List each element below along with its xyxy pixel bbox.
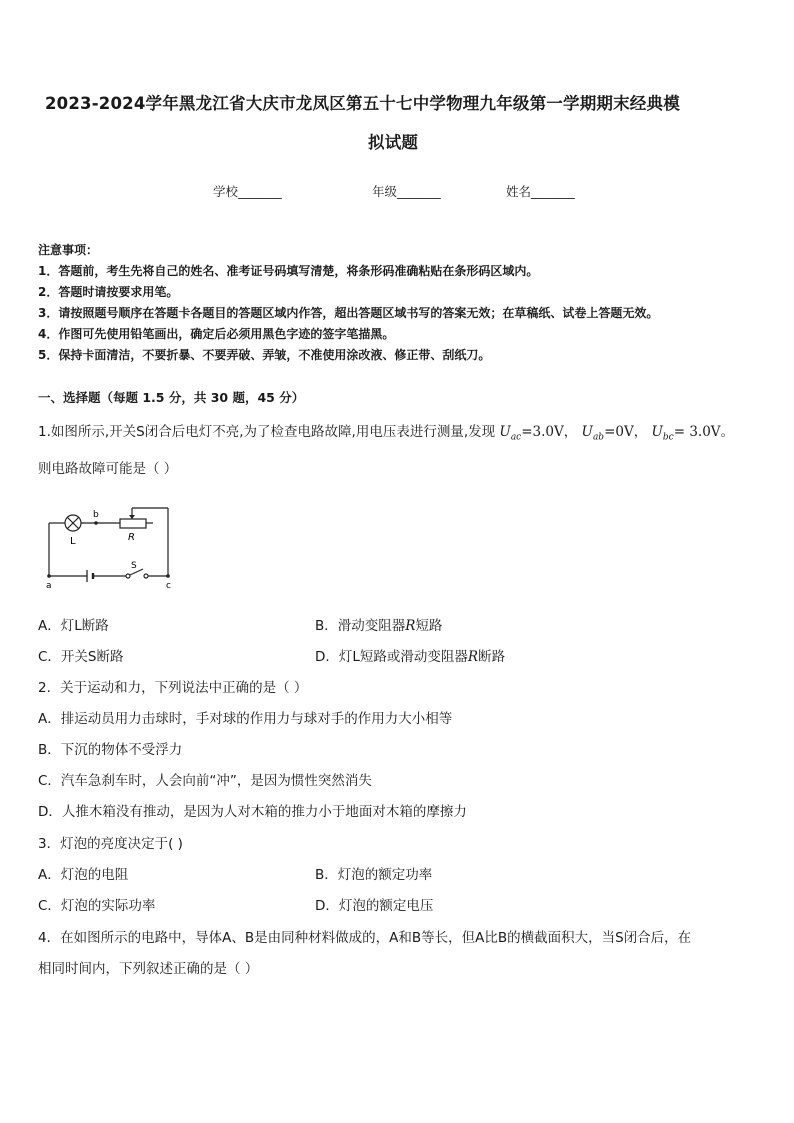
q1-option-d[interactable]: D．灯L短路或滑动变阻器R断路 xyxy=(315,649,506,665)
question-1-line-2: 则电路故障可能是（ ） xyxy=(38,461,178,477)
q2-option-b[interactable]: B．下沉的物体不受浮力 xyxy=(38,742,183,758)
notice-item: 1．答题前，考生先将自己的姓名、准考证号码填写清楚，将条形码准确粘贴在条形码区域内。 xyxy=(38,264,539,278)
question-4-stem-line-1: 4．在如图所示的电路中，导体A、B是由同种材料做成的，A和B等长，但A比B的横截面积大，当S闭合后，在 xyxy=(38,930,692,946)
question-3-stem: 3．灯泡的亮度决定于( ) xyxy=(38,836,183,852)
q2-option-d[interactable]: D．人推木箱没有推动，是因为人对木箱的推力小于地面对木箱的摩擦力 xyxy=(38,804,467,820)
section-heading: 一、选择题（每题 1.5 分，共 30 题，45 分） xyxy=(38,390,305,405)
question-4-stem-line-2: 相同时间内，下列叙述正确的是（ ） xyxy=(38,961,259,977)
page-title-line-2: 拟试题 xyxy=(368,133,419,152)
rheostat-icon xyxy=(120,519,146,528)
q3-option-c[interactable]: C．灯泡的实际功率 xyxy=(38,898,156,914)
q3-option-a[interactable]: A．灯泡的电阻 xyxy=(38,867,129,883)
question-1-text: 1.如图所示,开关S闭合后电灯不亮,为了检查电路故障,用电压表进行测量,发现 xyxy=(38,424,496,440)
page-title-line-1: 2023-2024学年黑龙江省大庆市龙凤区第五十七中学物理九年级第一学期期末经典模 xyxy=(45,94,680,113)
school-field: 学校_______ xyxy=(213,184,282,199)
q3-option-d[interactable]: D．灯泡的额定电压 xyxy=(315,898,434,914)
name-field: 姓名_______ xyxy=(506,184,575,199)
node-c xyxy=(166,574,170,578)
notice-item: 5．保持卡面清洁，不要折暴、不要弄破、弄皱，不准使用涂改液、修正带、刮纸刀。 xyxy=(38,348,491,362)
q2-option-c[interactable]: C．汽车急刹车时，人会向前“冲”，是因为惯性突然消失 xyxy=(38,773,372,789)
q3-option-b[interactable]: B．灯泡的额定功率 xyxy=(315,867,433,883)
node-b xyxy=(94,521,98,525)
period: 。 xyxy=(720,424,735,440)
q1-option-a[interactable]: A．灯L断路 xyxy=(38,618,109,634)
switch-icon xyxy=(126,574,130,578)
notice-heading: 注意事项： xyxy=(38,243,99,257)
notice-item: 4．作图可先使用铅笔画出，确定后必须用黑色字迹的签字笔描黑。 xyxy=(38,327,395,341)
notice-block xyxy=(38,240,658,366)
question-2-stem: 2．关于运动和力，下列说法中正确的是（ ） xyxy=(38,680,308,696)
notice-item: 2．答题时请按要求用笔。 xyxy=(38,285,179,299)
q1-option-c[interactable]: C．开关S断路 xyxy=(38,649,124,665)
voltage-uab: $U_{ab}=0V$ xyxy=(581,424,634,443)
grade-field: 年级_______ xyxy=(372,184,441,199)
separator: ， xyxy=(633,424,648,440)
notice-item: 3．请按照题号顺序在答题卡各题目的答题区域内作答，超出答题区域书写的答案无效；在草稿纸、试卷上答题无效。 xyxy=(38,306,659,320)
node-a xyxy=(47,574,51,578)
voltage-uac: $U_{ac}=3.0V$ xyxy=(499,424,564,443)
separator: ， xyxy=(563,424,578,440)
lamp-label: L xyxy=(70,536,76,547)
switch-label: S xyxy=(131,561,137,571)
q2-option-a[interactable]: A．排运动员用力击球时，手对球的作用力与球对手的作用力大小相等 xyxy=(38,711,453,727)
question-1-stem xyxy=(38,420,734,443)
circuit-diagram xyxy=(40,498,180,590)
node-b-label: b xyxy=(93,510,99,520)
node-c-label: c xyxy=(166,581,171,590)
q1-option-b[interactable]: B．滑动变阻器R短路 xyxy=(315,618,443,634)
node-a-label: a xyxy=(46,581,52,590)
voltage-ubc: $U_{bc}= 3.0V$ xyxy=(651,424,721,443)
rheostat-label: R xyxy=(128,532,135,543)
